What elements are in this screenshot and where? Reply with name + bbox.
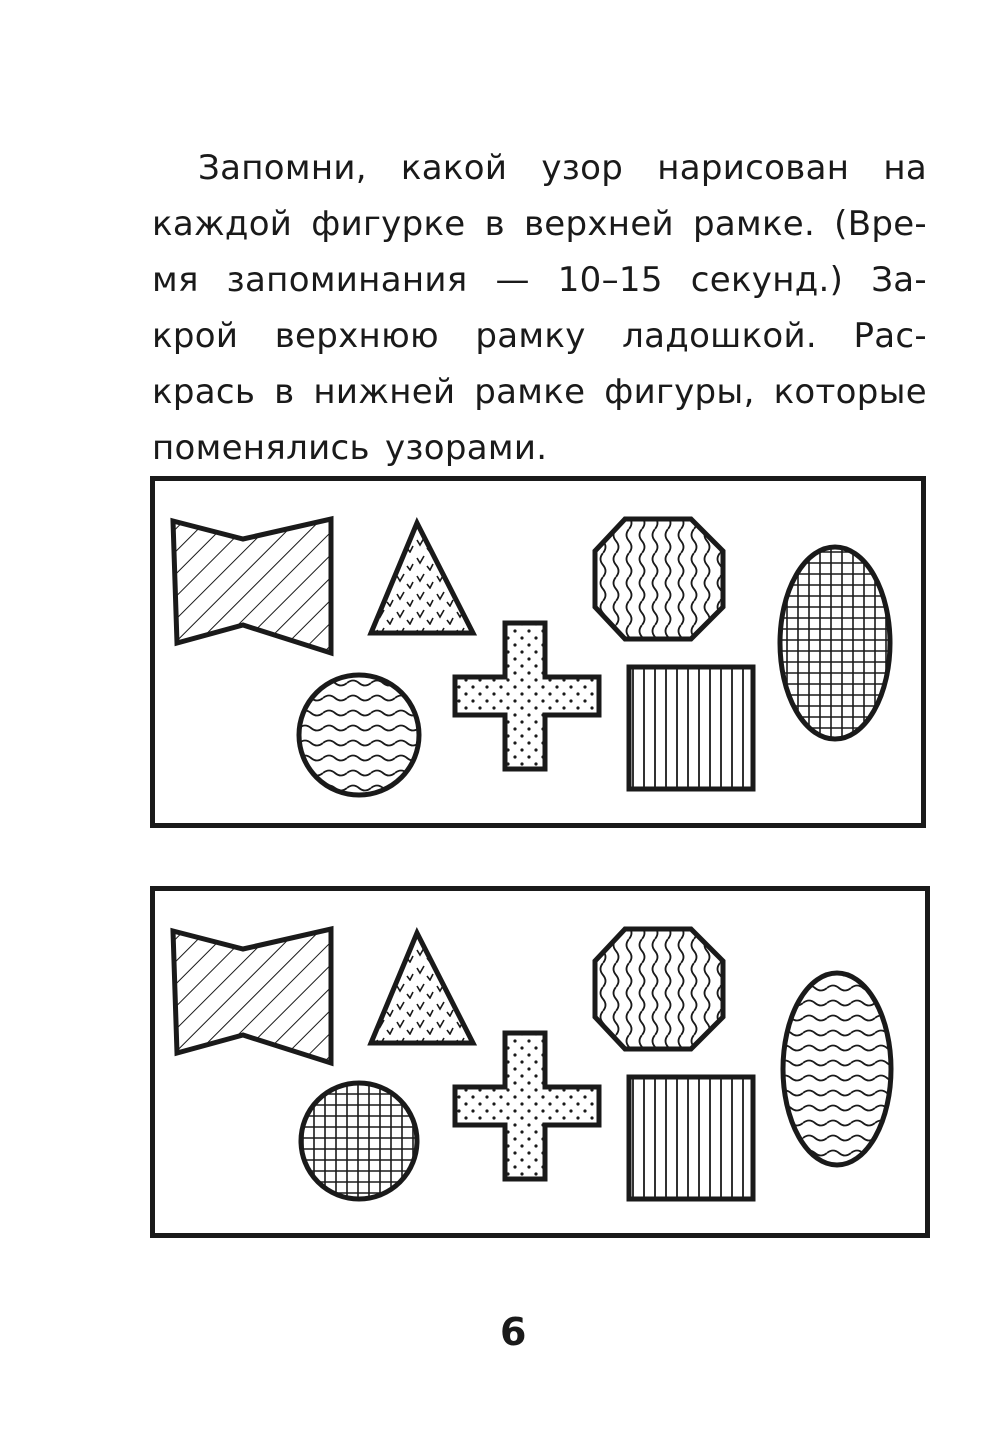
page-number: 6 [500,1310,527,1354]
ellipse-shape[interactable] [780,547,890,739]
circle-shape[interactable] [299,675,419,795]
square-shape[interactable] [629,667,753,789]
instruction-line: поменялись узорами. [152,428,548,468]
octagon-shape[interactable] [595,929,723,1049]
top-frame [150,476,926,828]
octagon-shape[interactable] [595,519,723,639]
ellipse-shape[interactable] [783,973,891,1165]
top-frame-shapes [155,481,921,823]
bottom-frame-shapes [155,891,925,1233]
bowtie-shape[interactable] [173,929,331,1063]
triangle-shape[interactable] [371,523,473,633]
instruction-line: крась в нижней рамке фигуры, которые [152,372,927,412]
circle-shape[interactable] [301,1083,417,1199]
instruction-line: Запомни, какой узор нарисован на [198,148,927,188]
instruction-line: мя запоминания — 10–15 секунд.) За- [152,260,927,300]
instruction-line: крой верхнюю рамку ладошкой. Рас- [152,316,927,356]
bowtie-shape[interactable] [173,519,331,653]
triangle-shape[interactable] [371,933,473,1043]
instruction-text [152,140,927,476]
cross-shape[interactable] [455,623,599,769]
square-shape[interactable] [629,1077,753,1199]
bottom-frame [150,886,930,1238]
cross-shape[interactable] [455,1033,599,1179]
instruction-line: каждой фигурке в верхней рамке. (Вре- [152,204,927,244]
